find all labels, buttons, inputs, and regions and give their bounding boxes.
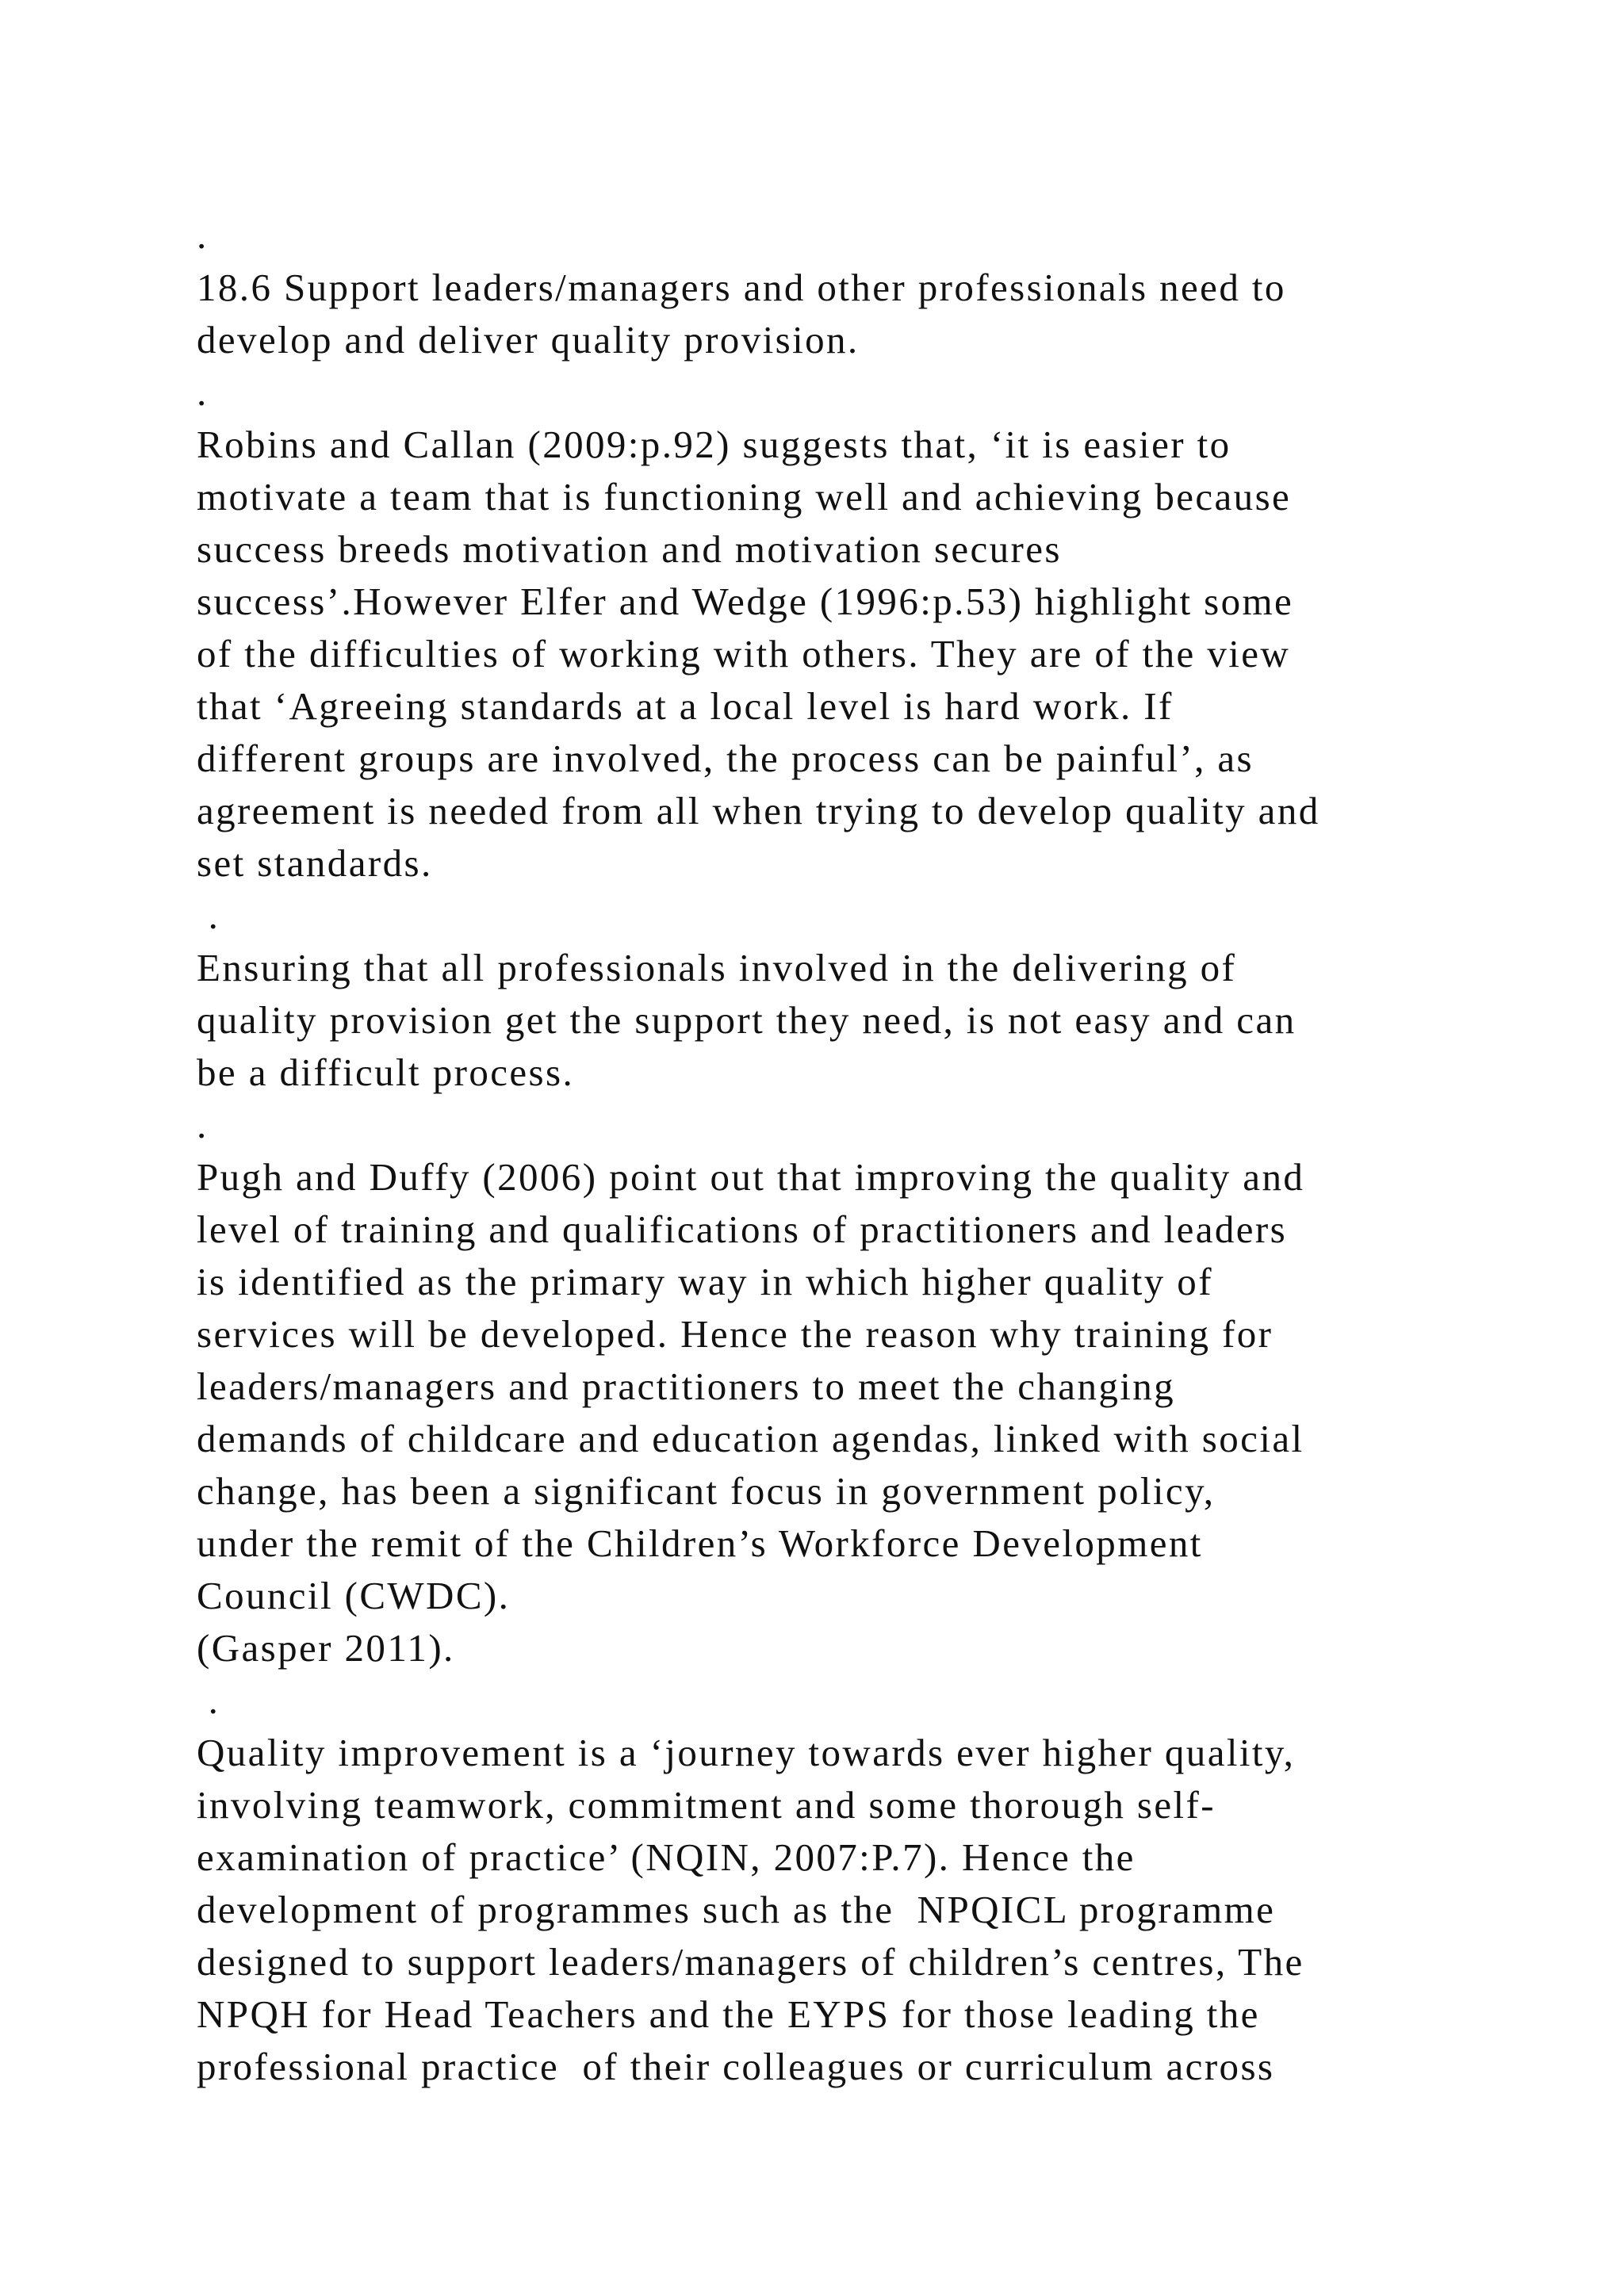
text-line: designed to support leaders/managers of children’s centres, The [197, 1940, 1304, 1984]
text-line: that ‘Agreeing standards at a local level is hard work. If [197, 684, 1174, 728]
text-line: . [197, 370, 209, 414]
text-line: level of training and qualifications of practitioners and leaders [197, 1207, 1288, 1251]
text-line: (Gasper 2011). [197, 1626, 455, 1670]
section-heading: 18.6 Support leaders/managers and other professionals need to [197, 266, 1286, 309]
text-line: of the difficulties of working with others. They are of the view [197, 632, 1291, 675]
text-line: . [197, 894, 220, 937]
text-line: develop and deliver quality provision. [197, 318, 860, 362]
text-line: set standards. [197, 841, 433, 885]
text-line: examination of practice’ (NQIN, 2007:P.7). Hence the [197, 1835, 1136, 1879]
text-line: success breeds motivation and motivation secures [197, 527, 1062, 571]
text-line: services will be developed. Hence the reason why training for [197, 1312, 1274, 1356]
text-line: different groups are involved, the process can be painful’, as [197, 737, 1254, 780]
text-line: involving teamwork, commitment and some thorough self- [197, 1783, 1216, 1827]
text-line: NPQH for Head Teachers and the EYPS for those leading the [197, 1992, 1260, 2036]
text-line: Ensuring that all professionals involved in the delivering of [197, 946, 1237, 989]
text-line: development of programmes such as the NPQICL programme [197, 1888, 1276, 1931]
text-line: leaders/managers and practitioners to meet the changing [197, 1364, 1176, 1408]
text-line: . [197, 1103, 209, 1146]
text-line: quality provision get the support they need, is not easy and can [197, 998, 1297, 1042]
text-line: . [197, 1678, 220, 1722]
text-line: be a difficult process. [197, 1050, 575, 1094]
document-page [197, 209, 1481, 2093]
text-line: Robins and Callan (2009:p.92) suggests that, ‘it is easier to [197, 423, 1231, 466]
text-line: professional practice of their colleagues or curriculum across [197, 2045, 1275, 2088]
text-line: Council (CWDC). [197, 1574, 511, 1617]
text-line: under the remit of the Children’s Workforce Development [197, 1521, 1203, 1565]
text-line: Pugh and Duffy (2006) point out that improving the quality and [197, 1155, 1305, 1199]
text-line: . [197, 213, 209, 257]
text-line: change, has been a significant focus in government policy, [197, 1469, 1216, 1513]
text-line: success’.However Elfer and Wedge (1996:p.53) highlight some [197, 580, 1294, 623]
text-line: agreement is needed from all when trying to develop quality and [197, 789, 1320, 832]
text-line: is identified as the primary way in which higher quality of [197, 1260, 1213, 1303]
text-line: Quality improvement is a ‘journey towards ever higher quality, [197, 1731, 1296, 1774]
text-line: demands of childcare and education agendas, linked with social [197, 1417, 1304, 1460]
text-line: motivate a team that is functioning well and achieving because [197, 475, 1292, 519]
